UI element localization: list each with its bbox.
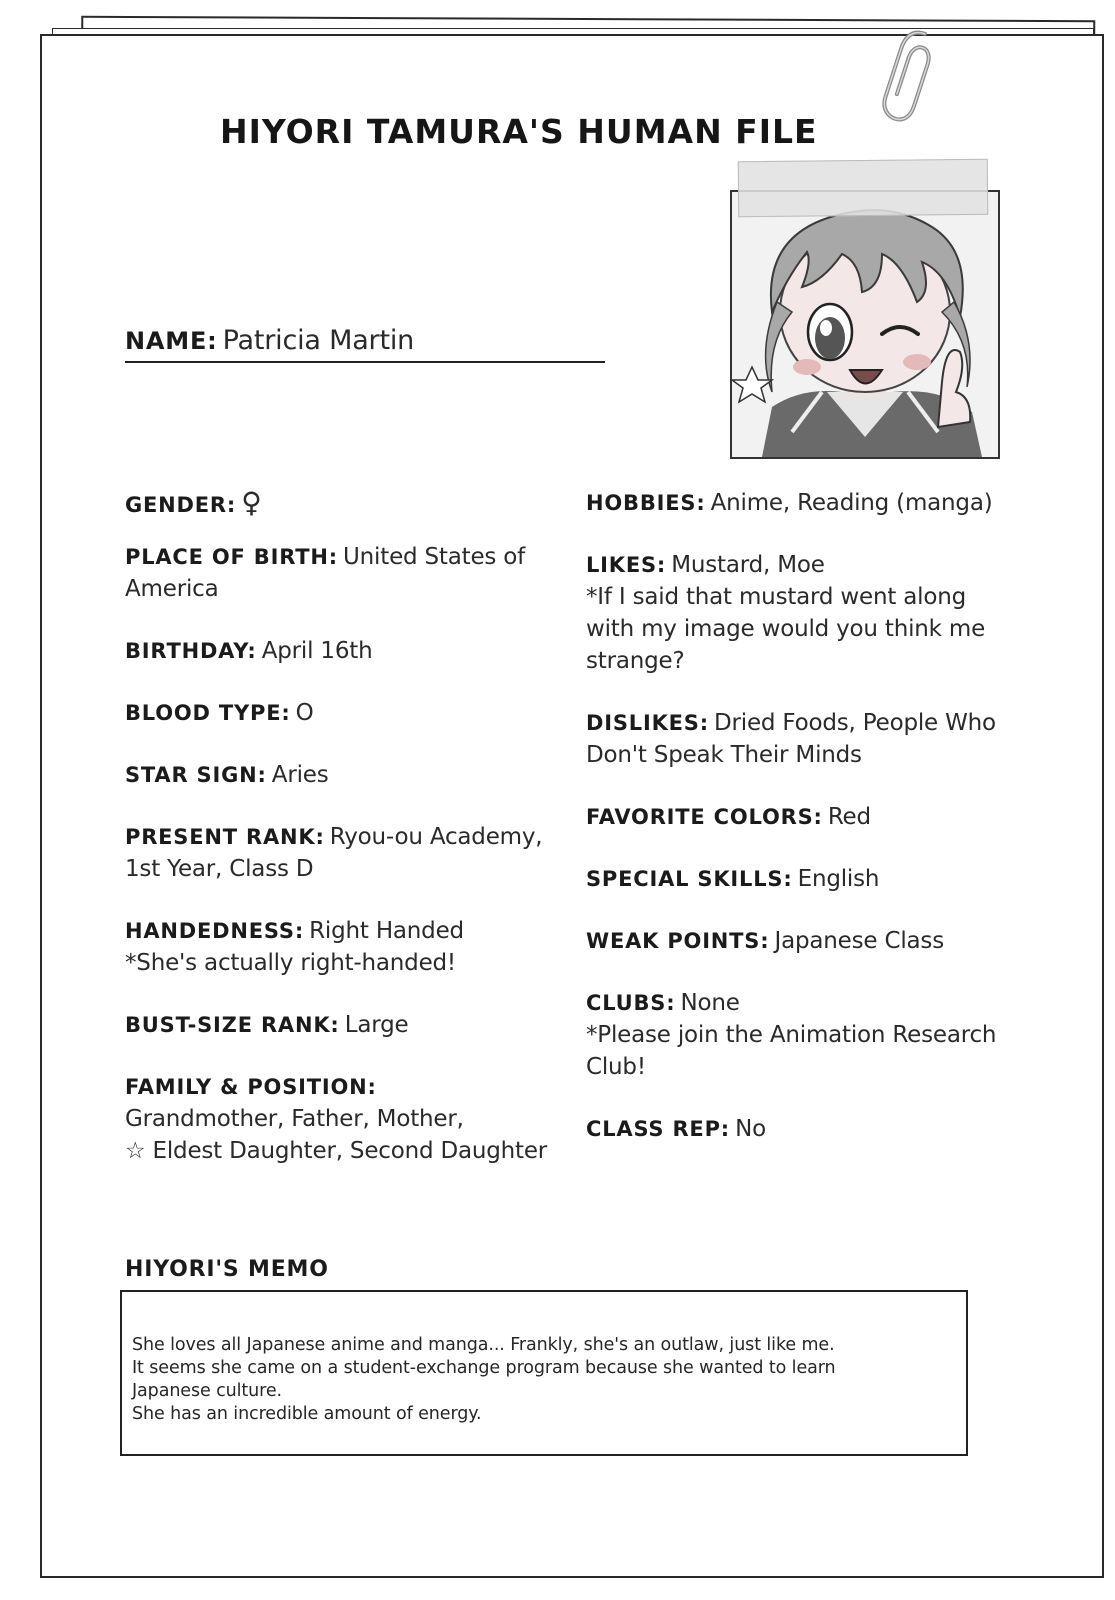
field-value: Anime, Reading (manga) xyxy=(710,490,993,516)
field-value: Grandmother, Father, Mother, xyxy=(125,1106,464,1132)
field-label: CLASS REP: xyxy=(586,1117,730,1141)
field-value: Aries xyxy=(271,762,329,788)
tape-strip xyxy=(738,159,989,218)
memo-line: It seems she came on a student-exchange program because she wanted to learn xyxy=(132,1358,836,1378)
character-portrait xyxy=(730,190,1000,459)
field-label: GENDER: xyxy=(125,493,237,517)
field-label: FAMILY & POSITION: xyxy=(125,1075,377,1099)
field-value: Mustard, Moe xyxy=(671,552,825,578)
field-label: BUST-SIZE RANK: xyxy=(125,1013,340,1037)
field-value: English xyxy=(797,866,880,892)
profile-left-column xyxy=(125,488,565,1168)
dislikes-field xyxy=(586,708,1006,772)
class-rep-field xyxy=(586,1114,1006,1146)
place-of-birth-field xyxy=(125,542,565,606)
field-label: PLACE OF BIRTH: xyxy=(125,545,338,569)
memo-line: Japanese culture. xyxy=(132,1381,282,1401)
field-value: None xyxy=(680,990,740,1016)
field-label: WEAK POINTS: xyxy=(586,929,770,953)
field-value: No xyxy=(735,1116,766,1142)
field-label: PRESENT RANK: xyxy=(125,825,325,849)
blood-type-field xyxy=(125,698,565,730)
field-label: BIRTHDAY: xyxy=(125,639,257,663)
field-value: Dried Foods, People Who Don't Speak Their Minds xyxy=(586,710,996,768)
name-label: NAME: xyxy=(125,327,218,355)
field-label: HANDEDNESS: xyxy=(125,919,305,943)
field-label: BLOOD TYPE: xyxy=(125,701,291,725)
field-value: United States of America xyxy=(125,544,526,602)
field-value: April 16th xyxy=(261,638,373,664)
gender-symbol-value: ♀ xyxy=(241,486,262,519)
star-sign-field xyxy=(125,760,565,792)
field-note: *Please join the Animation Research Club! xyxy=(586,1022,997,1080)
memo-line: She has an incredible amount of energy. xyxy=(132,1404,482,1424)
family-position-field xyxy=(125,1072,565,1168)
special-skills-field xyxy=(586,864,1006,896)
field-label: HOBBIES: xyxy=(586,491,706,515)
page-title: HIYORI TAMURA'S HUMAN FILE xyxy=(220,112,818,151)
paperclip-icon xyxy=(855,22,935,152)
handedness-field xyxy=(125,916,565,980)
birthday-field xyxy=(125,636,565,668)
bust-size-rank-field xyxy=(125,1010,565,1042)
name-field xyxy=(125,325,605,363)
field-label: DISLIKES: xyxy=(586,711,709,735)
present-rank-field xyxy=(125,822,565,886)
field-value: Right Handed xyxy=(309,918,464,944)
field-value: Large xyxy=(344,1012,409,1038)
field-note: *She's actually right-handed! xyxy=(125,950,456,976)
field-value: O xyxy=(295,700,314,726)
likes-field xyxy=(586,550,1006,678)
memo-box xyxy=(120,1290,968,1456)
favorite-colors-field xyxy=(586,802,1006,834)
character-illustration xyxy=(732,192,998,457)
memo-line: She loves all Japanese anime and manga... Frankly, she's an outlaw, just like me. xyxy=(132,1335,835,1355)
gender-field xyxy=(125,488,565,522)
weak-points-field xyxy=(586,926,1006,958)
profile-right-column xyxy=(586,488,1006,1146)
field-label: LIKES: xyxy=(586,553,667,577)
memo-heading: HIYORI'S MEMO xyxy=(125,1257,329,1282)
field-value: Red xyxy=(827,804,871,830)
field-label: FAVORITE COLORS: xyxy=(586,805,823,829)
field-note: *If I said that mustard went along with my image would you think me strange? xyxy=(586,584,986,674)
name-value: Patricia Martin xyxy=(222,325,415,356)
hobbies-field xyxy=(586,488,1006,520)
clubs-field xyxy=(586,988,1006,1084)
field-label: STAR SIGN: xyxy=(125,763,267,787)
field-value-continued: ☆ Eldest Daughter, Second Daughter xyxy=(125,1138,548,1164)
field-label: CLUBS: xyxy=(586,991,676,1015)
field-label: SPECIAL SKILLS: xyxy=(586,867,793,891)
field-value: Ryou-ou Academy, 1st Year, Class D xyxy=(125,824,543,882)
field-value: Japanese Class xyxy=(774,928,944,954)
